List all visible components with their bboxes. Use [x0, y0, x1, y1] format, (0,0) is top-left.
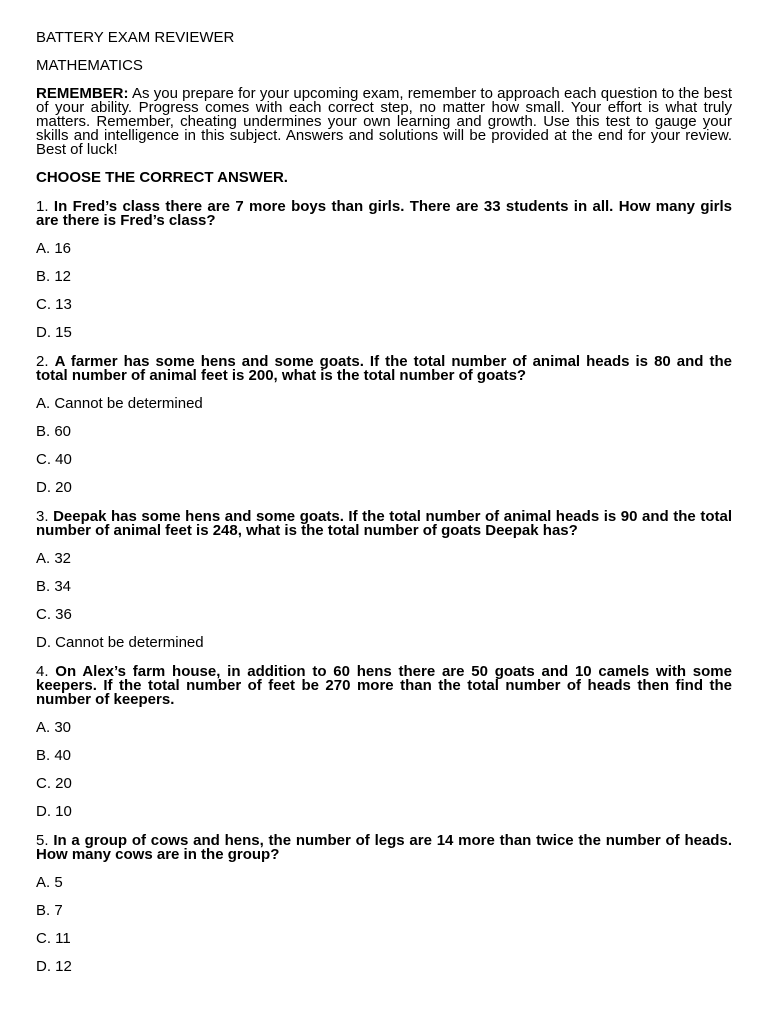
answer-option: B. 60	[36, 423, 72, 440]
question-text: Deepak has some hens and some goats. If the total number of animal heads is 90 and the total number of animal feet is 248, what is the total number of goats Deepak has?	[36, 508, 732, 539]
question-1	[36, 200, 732, 340]
answer-option: C. 11	[36, 930, 71, 947]
question-3	[36, 510, 732, 650]
remember-text: As you prepare for your upcoming exam, remember to approach each question to the best of your ability. Progress comes with each correct step, no matter how small. Your effort is what truly matters. Remember, cheating undermines your own learning and growth. Use this test to gauge your skills and intelligence in this subject. Answers and solutions will be provided at the end for your review. Best of luck!	[36, 85, 733, 158]
question-text: On Alex’s farm house, in addition to 60 hens there are 50 goats and 10 camels with some keepers. If the total number of feet be 270 more than the total number of heads then find the number of keepers.	[36, 663, 732, 708]
answer-option: C. 20	[36, 775, 72, 792]
answer-option: B. 34	[36, 578, 72, 595]
remember-label: REMEMBER:	[36, 85, 129, 102]
question-4	[36, 665, 732, 819]
remember-paragraph	[36, 87, 732, 157]
question-number: 2.	[36, 353, 49, 370]
answer-option: D. 15	[36, 324, 72, 341]
question-2	[36, 355, 732, 495]
answer-option: A. 32	[36, 550, 72, 567]
answer-option: C. 40	[36, 451, 72, 468]
document-subject: MATHEMATICS	[36, 57, 143, 74]
answer-option: B. 7	[36, 902, 63, 919]
answer-options	[36, 876, 732, 974]
answer-option: B. 12	[36, 268, 72, 285]
question-number: 5.	[36, 832, 49, 849]
document-title: BATTERY EXAM REVIEWER	[36, 29, 235, 46]
instruction: CHOOSE THE CORRECT ANSWER.	[36, 169, 288, 186]
question-text: In Fred’s class there are 7 more boys than girls. There are 33 students in all. How many girls are there is Fred’s class?	[36, 198, 733, 229]
question-stem	[36, 200, 732, 228]
question-number: 3.	[36, 508, 49, 525]
question-number: 4.	[36, 663, 49, 680]
question-stem	[36, 834, 732, 862]
answer-option: A. Cannot be determined	[36, 395, 203, 412]
question-stem	[36, 355, 732, 383]
answer-option: D. 20	[36, 479, 72, 496]
question-number: 1.	[36, 198, 49, 215]
answer-option: A. 5	[36, 874, 63, 891]
question-stem	[36, 510, 732, 538]
answer-option: A. 16	[36, 240, 72, 257]
question-text: A farmer has some hens and some goats. If the total number of animal heads is 80 and the total number of animal feet is 200, what is the total number of goats?	[36, 353, 732, 384]
answer-option: D. Cannot be determined	[36, 634, 204, 651]
answer-option: C. 36	[36, 606, 72, 623]
answer-options	[36, 397, 732, 495]
question-text: In a group of cows and hens, the number of legs are 14 more than twice the number of heads. How many cows are in the group?	[36, 832, 732, 863]
answer-options	[36, 721, 732, 819]
answer-option: B. 40	[36, 747, 72, 764]
answer-option: A. 30	[36, 719, 72, 736]
answer-option: C. 13	[36, 296, 72, 313]
answer-option: D. 12	[36, 958, 72, 975]
answer-options	[36, 552, 732, 650]
answer-options	[36, 242, 732, 340]
question-stem	[36, 665, 732, 707]
answer-option: D. 10	[36, 803, 72, 820]
question-5	[36, 834, 732, 974]
